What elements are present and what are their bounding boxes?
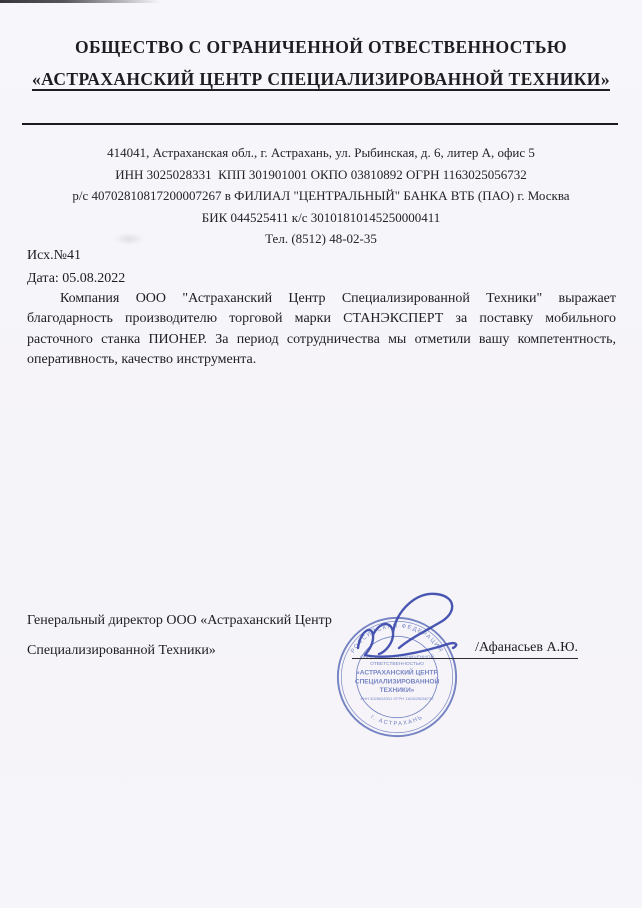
director-position-line2: Специализированной Техники» (27, 643, 216, 658)
stamp-center-small3: ИНН 3025028331 ОГРН 1163025056732 (360, 695, 434, 701)
director-position-line1: Генеральный директор ООО «Астраханский Центр (27, 613, 332, 628)
stamp-center-small2: ОТВЕТСТВЕННОСТЬЮ (370, 661, 424, 667)
stamp-center-line2: СПЕЦИАЛИЗИРОВАННОЙ (354, 678, 440, 686)
header-divider-rule (22, 123, 618, 125)
stamp-center-line1: «АСТРАХАНСКИЙ ЦЕНТР (356, 669, 438, 677)
requisites-bank-account: р/с 40702810817200007267 в ФИЛИАЛ "ЦЕНТРАЛЬНЫЙ" БАНКА ВТБ (ПАО) г. Москва (72, 188, 570, 204)
signer-name-underline (352, 632, 578, 659)
letter-date: Дата: 05.08.2022 (27, 271, 126, 286)
requisites-phone: Тел. (8512) 48-02-35 (265, 231, 377, 247)
org-name-line2: «АСТРАХАНСКИЙ ЦЕНТР СПЕЦИАЛИЗИРОВАННОЙ ТЕХНИКИ» (32, 69, 610, 89)
requisites-codes: ИНН 3025028331 КПП 301901001 ОКПО 03810892 ОГРН 1163025056732 (115, 166, 527, 182)
requisites-bik-corr: БИК 044525411 к/с 30101810145250000411 (201, 209, 441, 225)
outgoing-number: Исх.№41 (27, 248, 81, 263)
scan-artifact-top-edge (0, 0, 160, 3)
stamp-center-small1: ОБЩЕСТВО С ОГРАНИЧЕННОЙ (359, 655, 435, 661)
letter-meta (27, 244, 125, 290)
org-name-line1: ОБЩЕСТВО С ОГРАНИЧЕННОЙ ОТВЕСТВЕННОСТЬЮ (75, 37, 567, 57)
stamp-arc-bottom-text: г. АСТРАХАНЬ (369, 714, 425, 728)
director-position-block (27, 606, 332, 666)
signer-name: /Афанасьев А.Ю. (475, 640, 578, 655)
requisites-block (0, 142, 642, 250)
stamp-center-line3: ТЕХНИКИ» (379, 687, 415, 695)
stamp-arc-top-text: РОССИЙСКАЯ ФЕДЕРАЦИЯ (350, 623, 444, 655)
letter-body-paragraph: Компания ООО "Астраханский Центр Специализированной Техники" выражает благодарность производителю торговой марки СТАНЭКСПЕРТ за поставку мобильного расточного станка ПИОНЕР. За период сотрудничества мы отметили вашу компетентность, оперативность, качество инструмента. (27, 291, 616, 368)
requisites-address: 414041, Астраханская обл., г. Астрахань, ул. Рыбинская, д. 6, литер А, офис 5 (107, 145, 535, 160)
